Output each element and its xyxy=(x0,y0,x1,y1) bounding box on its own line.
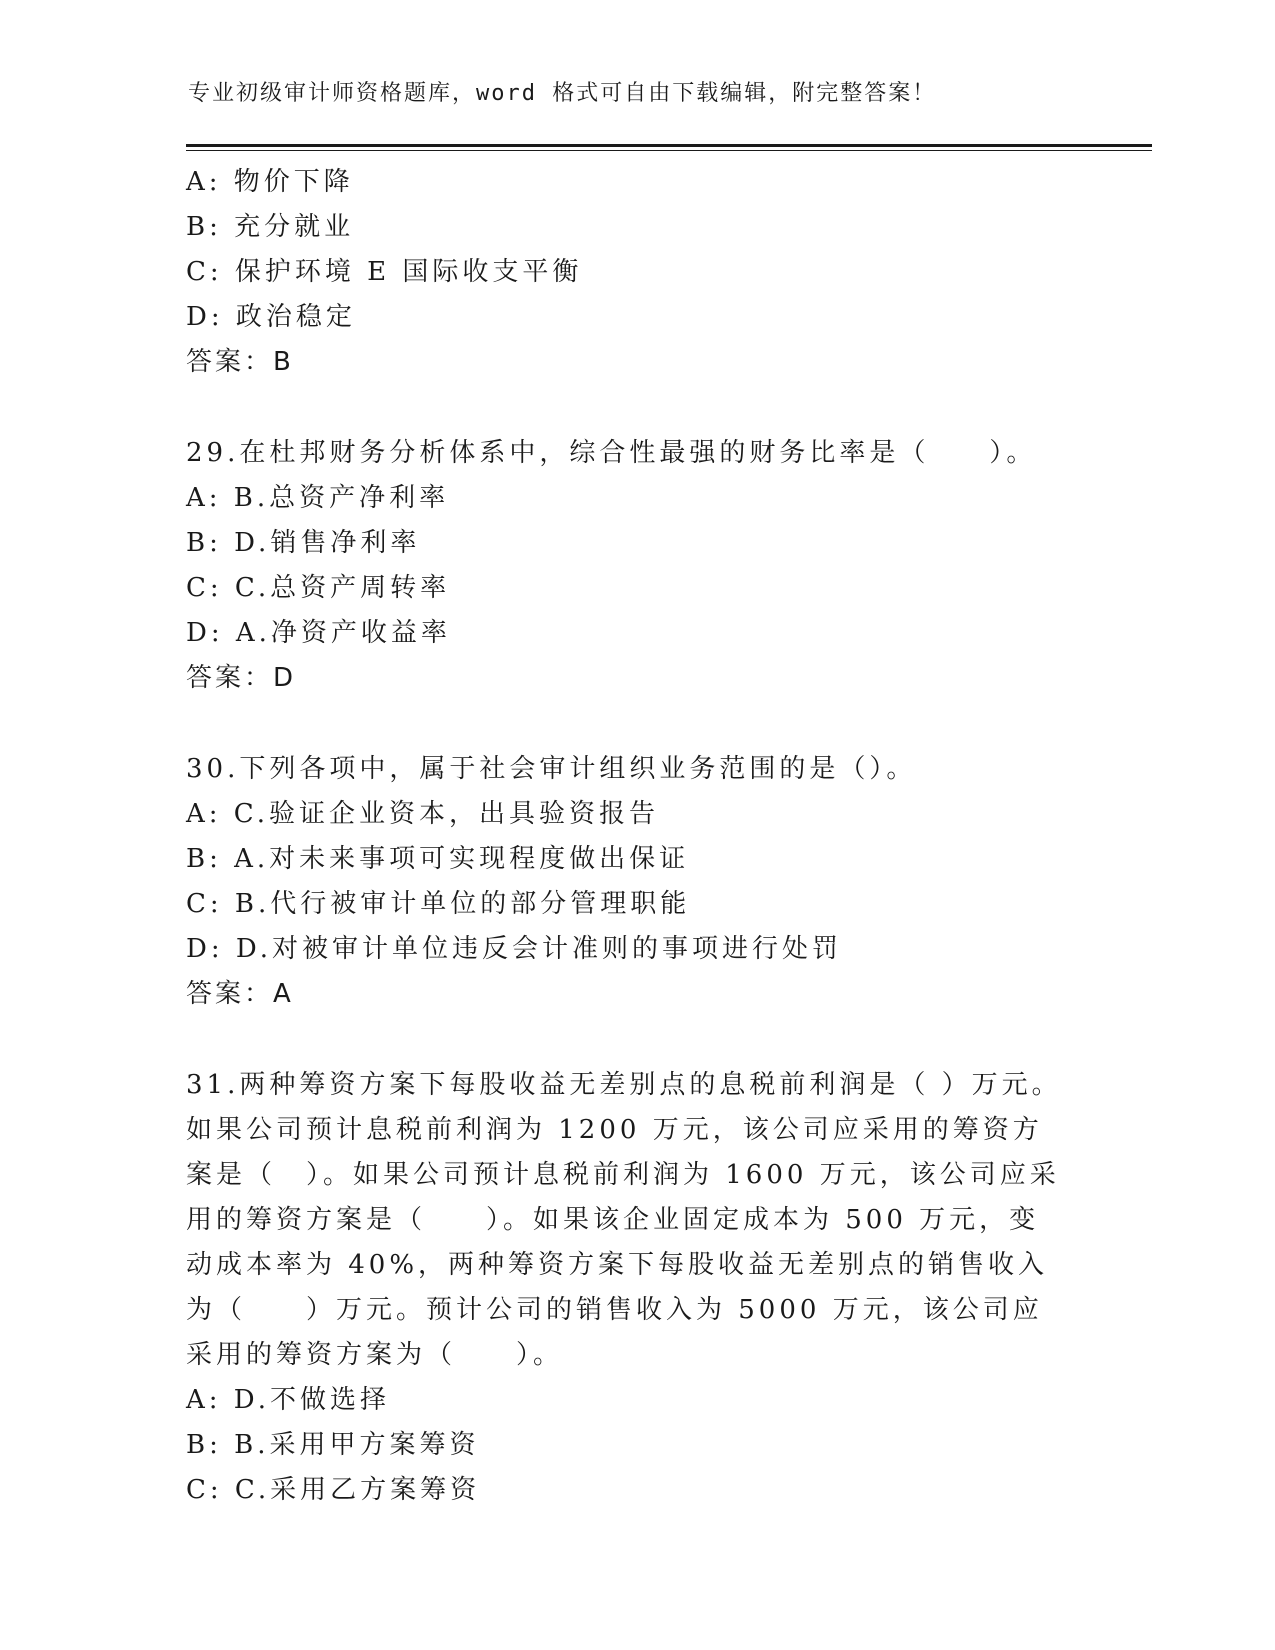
option-b: B: A.对未来事项可实现程度做出保证 xyxy=(186,844,690,874)
header-rule-thin xyxy=(186,150,1152,151)
option-b: B: B.采用甲方案筹资 xyxy=(186,1430,480,1460)
question-block-31 xyxy=(186,1063,1086,1513)
page-header: 专业初级审计师资格题库，word 格式可自由下载编辑，附完整答案！ xyxy=(188,81,937,106)
option-a: A: 物价下降 xyxy=(186,167,354,197)
option-b: B: D.销售净利率 xyxy=(186,528,421,558)
option-d: D: A.净资产收益率 xyxy=(186,618,451,648)
question-content xyxy=(186,160,1086,1513)
spacer xyxy=(186,385,1086,431)
option-d: D: 政治稳定 xyxy=(186,302,356,332)
question-block-30 xyxy=(186,747,1086,1017)
answer-label: 答案：D xyxy=(186,663,297,693)
question-stem: 30.下列各项中，属于社会审计组织业务范围的是（）。 xyxy=(186,754,917,784)
option-c: C: B.代行被审计单位的部分管理职能 xyxy=(186,889,691,919)
answer-label: 答案：B xyxy=(186,347,294,377)
option-a: A: B.总资产净利率 xyxy=(186,483,450,513)
header-rule-thick xyxy=(186,144,1152,147)
option-c: C: 保护环境 E 国际收支平衡 xyxy=(186,257,583,287)
spacer xyxy=(186,701,1086,747)
option-d: D: D.对被审计单位违反会计准则的事项进行处罚 xyxy=(186,934,843,964)
question-block-28 xyxy=(186,160,1086,385)
option-c: C: C.采用乙方案筹资 xyxy=(186,1475,481,1505)
answer-label: 答案：A xyxy=(186,979,294,1009)
question-stem: 31.两种筹资方案下每股收益无差别点的息税前利润是（ ）万元。如果公司预计息税前利润为 1200 万元，该公司应采用的筹资方案是（ ）。如果公司预计息税前利润为 1600 万元，该公司应采用的筹资方案是（ ）。如果该企业固定成本为 500 万元，变动成本率为 40%，两种筹资方案下每股收益无差别点的销售收入为（ ）万元。预计公司的销售收入为 5000 万元，该公司应采用的筹资方案为（ ）。 xyxy=(186,1070,1062,1370)
option-b: B: 充分就业 xyxy=(186,212,355,242)
option-a: A: D.不做选择 xyxy=(186,1385,390,1415)
question-block-29 xyxy=(186,431,1086,701)
option-c: C: C.总资产周转率 xyxy=(186,573,451,603)
spacer xyxy=(186,1017,1086,1063)
question-stem: 29.在杜邦财务分析体系中，综合性最强的财务比率是（ ）。 xyxy=(186,438,1037,468)
option-a: A: C.验证企业资本，出具验资报告 xyxy=(186,799,660,829)
